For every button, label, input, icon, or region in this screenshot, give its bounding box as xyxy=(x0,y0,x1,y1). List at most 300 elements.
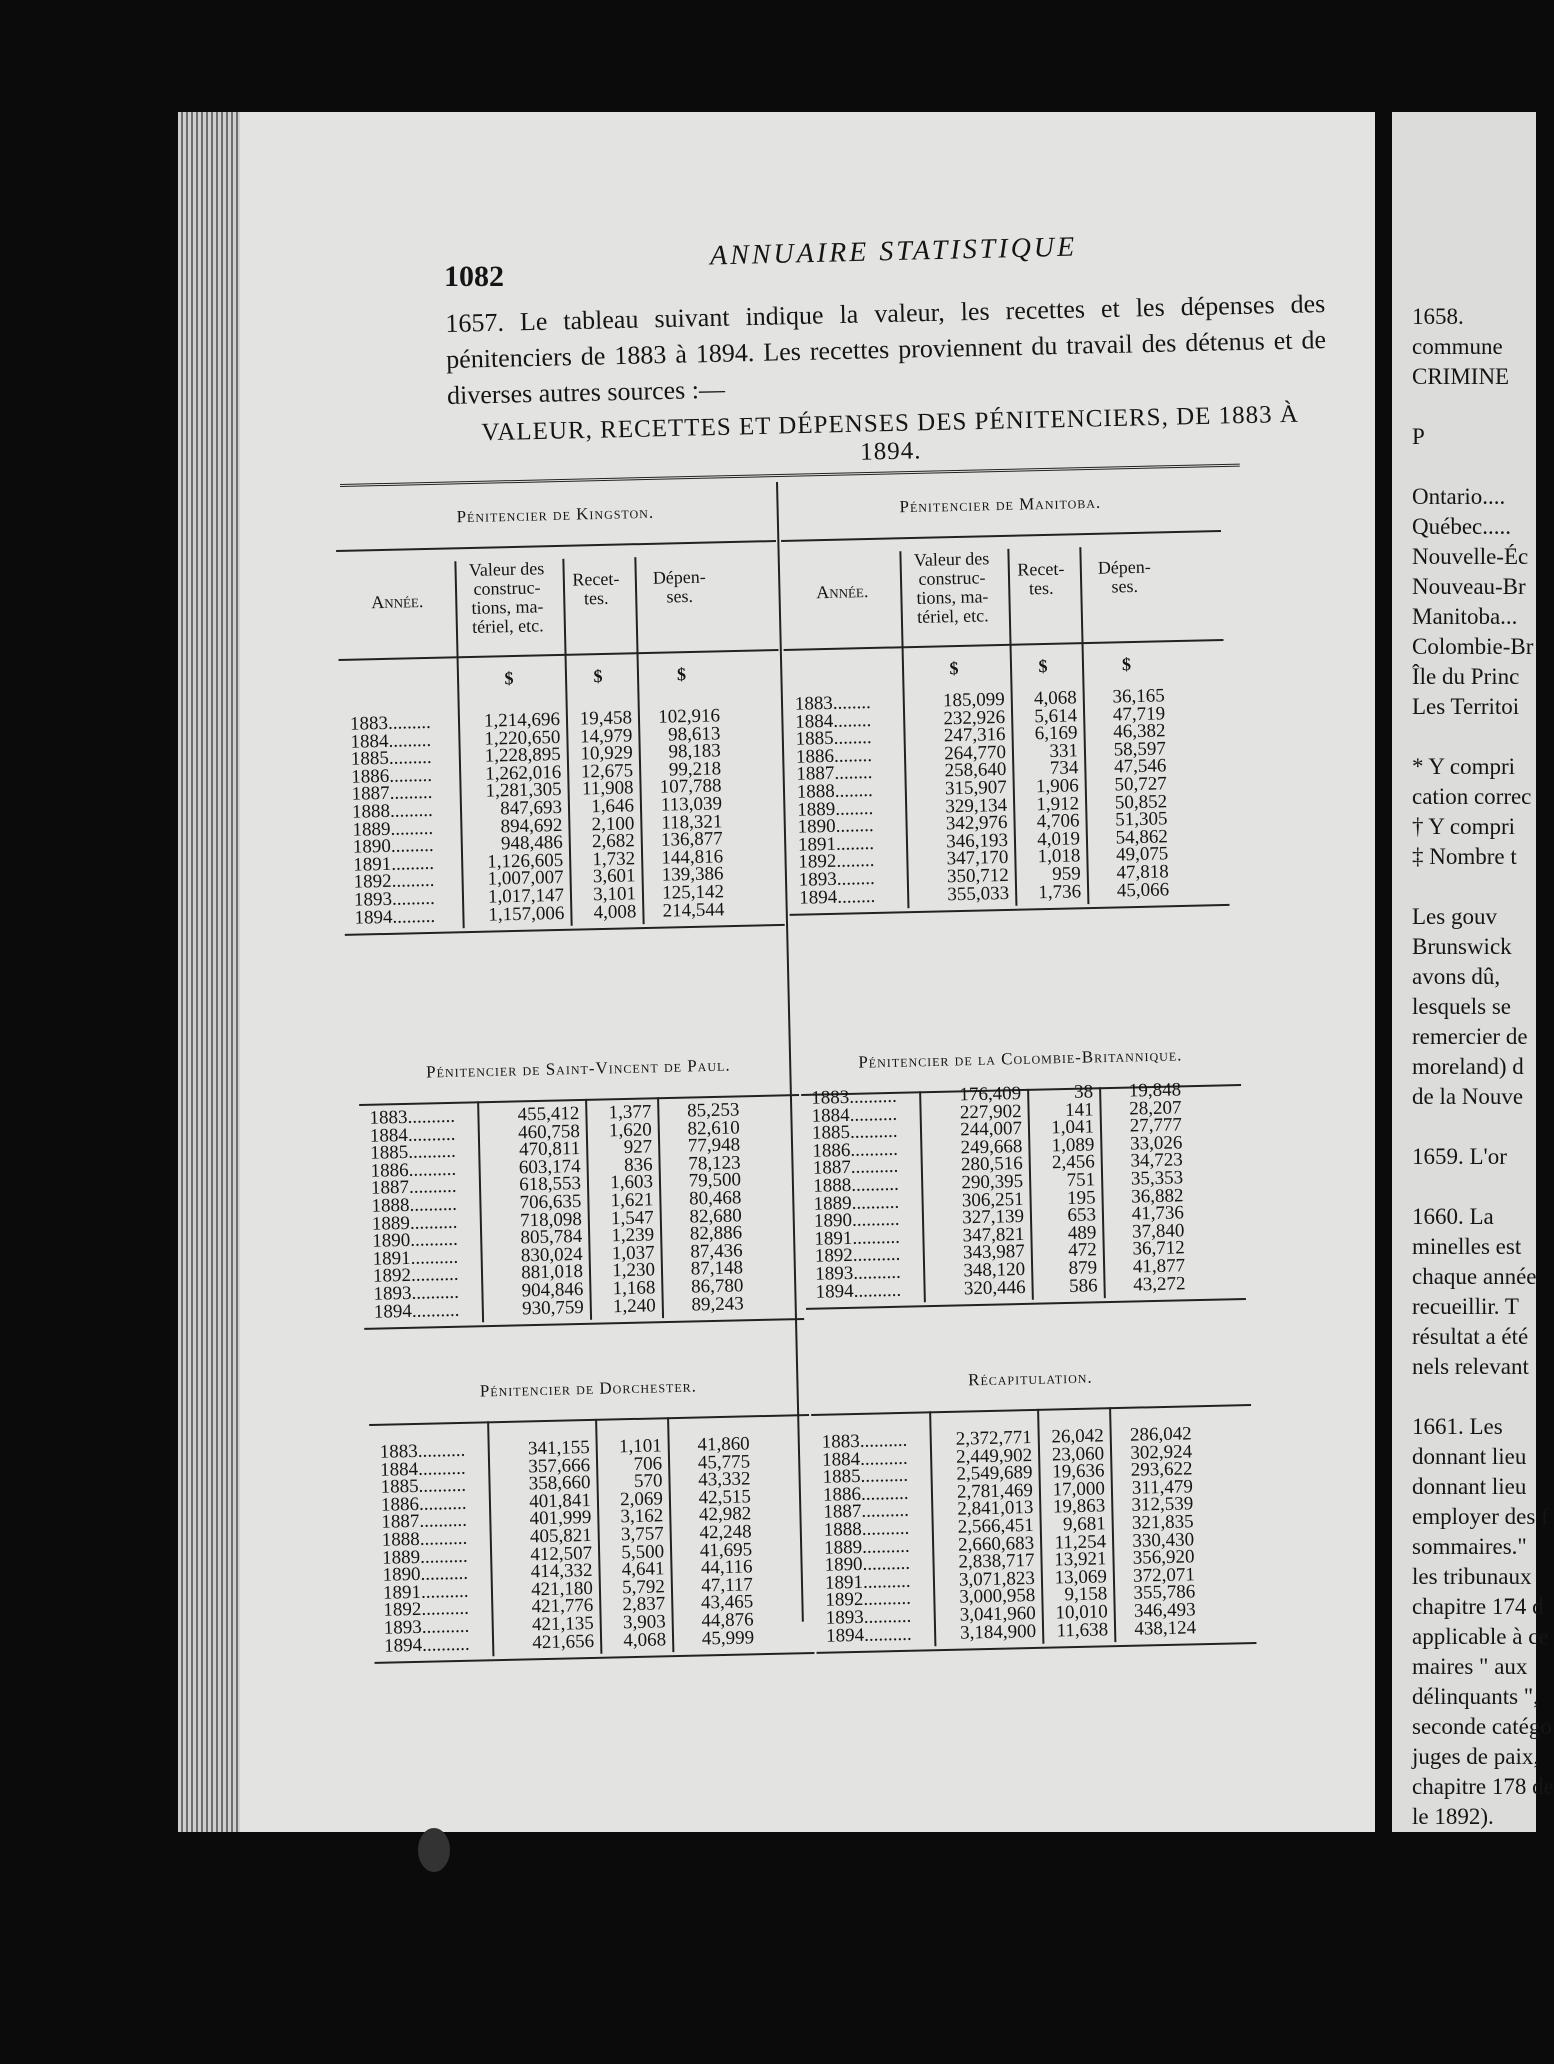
recettes-column xyxy=(592,1437,667,1650)
table-cell: 321,835 xyxy=(1131,1511,1194,1534)
table-cell: 706,635 xyxy=(519,1190,582,1214)
panel-title: Pénitencier de Manitoba. xyxy=(899,492,1102,517)
table-cell: 144,816 xyxy=(661,846,724,869)
table-cell: 136,877 xyxy=(660,828,723,851)
table-cell: 125,142 xyxy=(661,881,725,904)
table-cell: 1,126,605 xyxy=(486,849,564,873)
table-cell: 1885.......... xyxy=(822,1464,909,1488)
table-cell: 1,228,895 xyxy=(484,744,562,767)
table-cell: 82,680 xyxy=(689,1204,742,1228)
panel-title-rule xyxy=(336,540,776,552)
table-cell: 1887.......... xyxy=(823,1500,910,1524)
table-cell: 293,622 xyxy=(1130,1458,1193,1481)
right-page-line: employer des f xyxy=(1412,1504,1549,1529)
table-cell: 87,436 xyxy=(690,1240,743,1263)
table-cell: 46,382 xyxy=(1113,720,1166,743)
table-cell: 1892........ xyxy=(798,850,875,874)
table-cell: 1893.......... xyxy=(383,1615,470,1639)
table-cell: 54,862 xyxy=(1115,826,1169,849)
right-page-line: les tribunaux xyxy=(1412,1564,1532,1589)
table-cell: 43,272 xyxy=(1133,1272,1186,1296)
table-cell: 1891........ xyxy=(797,832,875,856)
table-cell: 1884......... xyxy=(350,729,432,753)
table-cell: 927 xyxy=(623,1136,653,1159)
table-cell: 45,775 xyxy=(697,1450,751,1474)
right-page xyxy=(1392,112,1554,1832)
table-cell: 38 xyxy=(1073,1081,1094,1103)
table-cell: 86,780 xyxy=(690,1275,744,1298)
panel-recap xyxy=(810,1354,1257,1684)
table-cell: 49,075 xyxy=(1115,843,1169,866)
table-cell: 1892.......... xyxy=(372,1264,459,1288)
panel-title: Pénitencier de Kingston. xyxy=(456,502,655,527)
table-cell: 3,000,958 xyxy=(959,1585,1036,1609)
panel-title-rule xyxy=(369,1414,809,1426)
table-cell: 2,838,717 xyxy=(958,1550,1035,1573)
table-cell: 118,321 xyxy=(661,810,723,834)
right-page-line: Colombie-Br xyxy=(1412,634,1534,659)
table-cell: 5,500 xyxy=(621,1540,665,1563)
depenses-column xyxy=(1096,1081,1186,1294)
table-cell: 2,449,902 xyxy=(955,1444,1033,1468)
table-cell: 311,479 xyxy=(1131,1476,1194,1499)
right-page-line: Île du Princ xyxy=(1412,664,1520,689)
table-cell: 312,539 xyxy=(1131,1493,1194,1517)
table-cell: 247,316 xyxy=(943,724,1006,747)
table-cell: 329,134 xyxy=(945,794,1008,817)
table-cell: 77,948 xyxy=(687,1134,741,1157)
table-cell: 286,042 xyxy=(1129,1423,1192,1446)
table-cell: 43,332 xyxy=(698,1468,751,1491)
table-cell: 11,908 xyxy=(581,777,634,800)
right-page-line: Manitoba... xyxy=(1412,604,1518,629)
table-cell: 1886.......... xyxy=(812,1138,899,1162)
table-cell: 232,926 xyxy=(943,706,1006,729)
table-cell: 2,566,451 xyxy=(957,1514,1034,1538)
right-page-line: de la Nouve xyxy=(1412,1084,1524,1109)
table-cell: 346,193 xyxy=(945,829,1009,853)
right-page-line: Nouvelle-Éc xyxy=(1412,544,1529,569)
table-cell: 195 xyxy=(1066,1186,1096,1209)
header-rule xyxy=(339,649,779,661)
right-page-line xyxy=(1412,392,1552,422)
right-page-line: P xyxy=(1412,424,1425,449)
table-cell: 27,777 xyxy=(1129,1114,1183,1137)
right-page-line: Les Territoi xyxy=(1412,694,1520,719)
table-cell: 1887.......... xyxy=(370,1176,457,1200)
right-page-line: délinquants ", xyxy=(1412,1684,1539,1709)
right-page-line: maires " aux xyxy=(1412,1654,1528,1679)
table-cell: 1,157,006 xyxy=(488,902,565,926)
table-cell: 89,243 xyxy=(691,1292,744,1316)
table-cell: 51,305 xyxy=(1115,808,1168,831)
table-cell: 1889......... xyxy=(352,817,434,841)
right-page-line: recueillir. T xyxy=(1412,1294,1519,1319)
table-cell: 1,017,147 xyxy=(487,884,565,908)
right-page-line: ‡ Nombre t xyxy=(1412,844,1517,869)
table-cell: 1,906 xyxy=(1035,775,1079,798)
valeur-column xyxy=(450,708,565,926)
table-cell: 35,353 xyxy=(1130,1167,1184,1190)
table-cell: 36,712 xyxy=(1132,1237,1185,1260)
table-cell: 1,732 xyxy=(592,848,636,870)
table-cell: 421,656 xyxy=(532,1630,595,1653)
table-cell: 1887......... xyxy=(351,782,433,806)
table-cell: 1894......... xyxy=(354,905,436,929)
table-cell: 3,757 xyxy=(620,1523,664,1546)
table-cell: 41,736 xyxy=(1131,1202,1185,1225)
right-page-line: Nouveau-Br xyxy=(1412,574,1526,599)
table-cell: 342,976 xyxy=(945,812,1008,835)
header-depenses: Dépen- ses. xyxy=(652,566,706,607)
table-cell: 50,852 xyxy=(1114,790,1168,814)
dollar-sign: $ xyxy=(1038,655,1048,677)
table-cell: 2,456 xyxy=(1051,1151,1095,1174)
right-page-line: * Y compri xyxy=(1412,754,1516,779)
table-cell: 1889........ xyxy=(796,797,874,821)
table-cell: 1888.......... xyxy=(823,1517,910,1541)
table-cell: 87,148 xyxy=(690,1257,744,1280)
table-cell: 1890......... xyxy=(352,835,434,858)
table-cell: 1884........ xyxy=(794,709,872,733)
right-page-line: Les gouv xyxy=(1412,904,1497,929)
table-cell: 1888......... xyxy=(351,799,434,823)
table-cell: 653 xyxy=(1067,1204,1097,1227)
table-cell: 1890........ xyxy=(797,815,874,838)
panel-saint-vincent xyxy=(358,1044,805,1374)
table-cell: 107,788 xyxy=(659,775,722,799)
table-cell: 3,101 xyxy=(592,883,637,906)
table-cell: 331 xyxy=(1049,740,1079,762)
recettes-column xyxy=(1007,689,1082,902)
table-cell: 78,123 xyxy=(688,1152,741,1175)
table-cell: 421,180 xyxy=(530,1577,594,1601)
table-cell: 320,446 xyxy=(963,1276,1026,1299)
table-cell: 176,409 xyxy=(959,1082,1022,1106)
valeur-column xyxy=(911,1082,1026,1299)
depenses-column xyxy=(1080,687,1170,900)
table-cell: 1,239 xyxy=(611,1224,655,1247)
table-cell: 1891.......... xyxy=(814,1226,901,1250)
table-cell: 306,251 xyxy=(961,1188,1024,1211)
table-cell: 41,695 xyxy=(699,1538,753,1562)
table-cell: 1886.......... xyxy=(380,1492,467,1516)
table-cell: 904,846 xyxy=(521,1278,584,1302)
table-cell: 58,597 xyxy=(1113,738,1167,761)
page-number: 1082 xyxy=(444,260,504,293)
table-cell: 10,929 xyxy=(580,742,634,765)
table-cell: 1,168 xyxy=(612,1277,656,1300)
table-cell: 1887.......... xyxy=(381,1510,468,1534)
table-cell: 11,254 xyxy=(1054,1530,1107,1554)
table-cell: 1886......... xyxy=(351,764,433,788)
table-cell: 42,982 xyxy=(698,1503,752,1526)
table-cell: 2,372,771 xyxy=(955,1426,1032,1450)
table-cell: 836 xyxy=(623,1154,653,1176)
table-cell: 26,042 xyxy=(1051,1425,1104,1448)
table-cell: 805,784 xyxy=(520,1226,583,1249)
right-page-line: seconde catégo xyxy=(1412,1714,1552,1739)
table-cell: 421,776 xyxy=(531,1595,594,1618)
right-page-line: lesquels se xyxy=(1412,994,1512,1019)
table-cell: 17,000 xyxy=(1052,1478,1106,1501)
table-cell: 4,008 xyxy=(593,900,637,923)
table-cell: 1894.......... xyxy=(373,1299,460,1323)
dollar-sign: $ xyxy=(504,667,514,689)
table-cell: 113,039 xyxy=(660,793,723,816)
table-cell: 2,781,469 xyxy=(956,1479,1034,1503)
panel-title: Pénitencier de la Colombie-Britannique. xyxy=(858,1045,1183,1072)
table-cell: 1889.......... xyxy=(371,1211,458,1235)
header-recettes: Recet- tes. xyxy=(572,568,620,609)
right-page-line xyxy=(1412,872,1552,902)
table-cell: 2,837 xyxy=(622,1593,666,1616)
right-page-line: † Y compri xyxy=(1412,814,1516,839)
table-cell: 879 xyxy=(1068,1257,1098,1279)
depenses-column xyxy=(665,1435,755,1648)
table-cell: 227,902 xyxy=(959,1100,1022,1123)
table-cell: 603,174 xyxy=(518,1155,581,1179)
table-cell: 1889.......... xyxy=(823,1535,910,1559)
table-cell: 4,019 xyxy=(1036,828,1081,851)
right-page-line: donnant lieu xyxy=(1412,1444,1527,1469)
table-cell: 14,979 xyxy=(579,724,633,748)
header-annee: Année. xyxy=(370,591,424,613)
table-cell: 1,007,007 xyxy=(487,867,564,890)
table-cell: 1,230 xyxy=(612,1259,656,1282)
table-cell: 1888.......... xyxy=(371,1193,458,1217)
table-cell: 1,037 xyxy=(611,1242,655,1265)
depenses-column xyxy=(635,707,725,920)
table-cell: 214,544 xyxy=(662,898,725,922)
table-cell: 249,668 xyxy=(960,1135,1023,1159)
table-cell: 405,821 xyxy=(529,1524,592,1548)
table-cell: 264,770 xyxy=(943,741,1007,765)
valeur-column xyxy=(922,1426,1037,1644)
table-cell: 47,546 xyxy=(1113,755,1167,778)
table-cell: 2,682 xyxy=(591,830,636,853)
table-cell: 4,068 xyxy=(623,1628,667,1651)
table-cell: 50,727 xyxy=(1114,773,1167,796)
table-cell: 2,069 xyxy=(619,1488,664,1511)
table-cell: 5,614 xyxy=(1034,704,1078,727)
table-cell: 1886.......... xyxy=(370,1158,457,1182)
valeur-column xyxy=(469,1102,585,1319)
table-cell: 2,660,683 xyxy=(957,1532,1035,1556)
right-page-line: remercier de xyxy=(1412,1024,1528,1049)
right-page-line xyxy=(1412,1172,1552,1202)
right-page-line: Ontario.... xyxy=(1412,484,1506,509)
right-page-line: chapitre 178 de xyxy=(1412,1774,1554,1799)
table-cell: 1891.......... xyxy=(824,1570,911,1594)
table-cell: 347,821 xyxy=(962,1223,1025,1247)
right-page-line: chapitre 174 d xyxy=(1412,1594,1544,1619)
panel-title: Pénitencier de Saint-Vincent de Paul. xyxy=(425,1055,731,1082)
table-cell: 98,613 xyxy=(667,722,721,746)
right-page-line: avons dû, xyxy=(1412,964,1501,989)
right-page-line: sommaires." xyxy=(1412,1534,1527,1559)
table-cell: 44,116 xyxy=(700,1556,753,1579)
recettes-column xyxy=(1023,1083,1098,1296)
right-page-text xyxy=(1412,302,1552,1832)
right-page-line: 1659. L'or xyxy=(1412,1144,1507,1169)
table-cell: 1892.......... xyxy=(383,1598,470,1622)
table-cell: 1888.......... xyxy=(812,1173,899,1197)
table-cell: 2,841,013 xyxy=(957,1497,1034,1521)
table-cell: 11,638 xyxy=(1056,1618,1109,1642)
table-cell: 1,620 xyxy=(608,1118,653,1141)
table-cell: 1,603 xyxy=(610,1171,654,1194)
table-cell: 98,183 xyxy=(668,740,721,763)
table-cell: 36,165 xyxy=(1112,685,1165,708)
table-cell: 1,281,305 xyxy=(485,779,562,803)
right-page-line: moreland) d xyxy=(1412,1054,1524,1079)
table-cell: 1888........ xyxy=(796,779,874,803)
table-cell: 355,033 xyxy=(947,882,1010,905)
table-cell: 9,158 xyxy=(1064,1583,1108,1606)
right-page-line xyxy=(1412,452,1552,482)
table-cell: 948,486 xyxy=(500,832,564,855)
table-cell: 47,117 xyxy=(701,1574,754,1597)
right-page-line: 1661. Les xyxy=(1412,1414,1503,1439)
recettes-column xyxy=(562,709,637,922)
table-cell: 42,248 xyxy=(699,1521,752,1544)
table-cell: 102,916 xyxy=(657,705,721,728)
right-page-line xyxy=(1412,1382,1552,1412)
panel-title: Pénitencier de Dorchester. xyxy=(479,1376,698,1401)
table-cell: 1890.......... xyxy=(824,1552,911,1576)
valeur-column xyxy=(895,688,1010,905)
table-cell: 41,860 xyxy=(697,1433,750,1456)
table-cell: 1883.......... xyxy=(810,1085,897,1109)
table-cell: 489 xyxy=(1067,1222,1097,1244)
table-cell: 460,758 xyxy=(517,1120,581,1143)
table-cell: 1885......... xyxy=(350,747,432,770)
dollar-sign: $ xyxy=(593,665,603,687)
table-cell: 1,736 xyxy=(1038,880,1082,903)
header-rule xyxy=(784,639,1224,651)
recettes-column xyxy=(1034,1427,1109,1640)
table-cell: 355,786 xyxy=(1133,1581,1196,1605)
table-cell: 401,999 xyxy=(529,1507,592,1530)
table-cell: 472 xyxy=(1068,1239,1097,1262)
table-cell: 327,139 xyxy=(962,1206,1025,1229)
table-cell: 1885.......... xyxy=(811,1121,898,1144)
table-cell: 10,010 xyxy=(1055,1601,1108,1624)
table-cell: 1,101 xyxy=(618,1435,662,1458)
table-cell: 34,723 xyxy=(1130,1149,1183,1172)
table-cell: 1,220,650 xyxy=(484,726,561,750)
table-cell: 1883.......... xyxy=(379,1439,466,1463)
table-cell: 1893.......... xyxy=(814,1261,901,1285)
depenses-column xyxy=(654,1101,744,1314)
table-cell: 28,207 xyxy=(1129,1096,1182,1120)
right-page-line xyxy=(1412,722,1552,752)
table-cell: 412,507 xyxy=(530,1542,593,1565)
table-cell: 1890.......... xyxy=(372,1228,458,1252)
table-cell: 13,069 xyxy=(1054,1566,1108,1589)
table-cell: 1,377 xyxy=(608,1101,652,1124)
table-cell: 290,395 xyxy=(961,1170,1024,1194)
table-cell: 3,601 xyxy=(592,865,636,888)
table-cell: 1,018 xyxy=(1037,845,1081,868)
intro-paragraph: 1657. Le tableau suivant indique la valeur, les recettes et les dépenses des pénitenciers de 1883 à 1894. Les recettes proviennent du travail des détenus et de diverses autres sources :— xyxy=(445,289,1327,410)
table-cell: 330,430 xyxy=(1132,1528,1195,1552)
table-cell: 1884.......... xyxy=(821,1447,908,1471)
table-cell: 47,818 xyxy=(1116,861,1169,884)
table-cell: 455,412 xyxy=(517,1102,580,1126)
table-cell: 470,811 xyxy=(518,1138,581,1161)
table-cell: 37,840 xyxy=(1131,1220,1185,1243)
table-cell: 1891.......... xyxy=(372,1246,459,1270)
right-page-line: CRIMINE xyxy=(1412,364,1510,389)
table-cell: 618,553 xyxy=(519,1173,582,1196)
header-valeur: Valeur des construc- tions, ma- tériel, etc. xyxy=(468,558,545,637)
table-cell: 45,999 xyxy=(701,1626,755,1650)
table-cell: 45,066 xyxy=(1116,878,1170,901)
right-page-line: 1658. xyxy=(1412,304,1464,329)
table-cell: 1894........ xyxy=(798,885,876,909)
table-cell: 1886........ xyxy=(795,744,873,768)
table-cell: 1892......... xyxy=(353,870,435,894)
table-cell: 1894.......... xyxy=(825,1623,912,1647)
table-cell: 1892.......... xyxy=(814,1244,901,1268)
table-cell: 350,712 xyxy=(946,864,1009,888)
table-cell: 44,876 xyxy=(701,1609,754,1632)
table-cell: 1,240 xyxy=(612,1294,657,1317)
running-head: ANNUAIRE STATISTIQUE xyxy=(709,231,1078,272)
table-cell: 1894.......... xyxy=(815,1279,902,1303)
panel-colombie xyxy=(800,1034,1247,1364)
table-cell: 1884.......... xyxy=(369,1123,456,1147)
right-page-line: Brunswick xyxy=(1412,934,1512,959)
table-cell: 3,184,900 xyxy=(959,1620,1037,1644)
table-cell: 959 xyxy=(1052,863,1081,885)
dollar-sign: $ xyxy=(949,657,959,679)
right-page-line: minelles est xyxy=(1412,1234,1522,1259)
table-cell: 372,071 xyxy=(1132,1564,1196,1587)
right-page-line: Québec..... xyxy=(1412,514,1511,539)
panel-title-rule xyxy=(781,530,1221,542)
table-cell: 734 xyxy=(1049,757,1079,780)
table-cell: 82,610 xyxy=(687,1116,741,1140)
table-cell: 706 xyxy=(633,1452,663,1475)
header-valeur: Valeur des construc- tions, ma- tériel, etc. xyxy=(913,548,990,627)
recettes-column xyxy=(581,1103,656,1316)
table-cell: 570 xyxy=(633,1470,663,1493)
table-cell: 586 xyxy=(1068,1274,1098,1297)
table-cell: 244,007 xyxy=(960,1118,1023,1141)
table-cell: 302,924 xyxy=(1130,1440,1193,1464)
table-cell: 2,549,689 xyxy=(956,1462,1033,1485)
table-cell: 357,666 xyxy=(528,1454,591,1477)
table-cell: 341,155 xyxy=(527,1436,590,1460)
table-cell: 3,041,960 xyxy=(959,1602,1036,1626)
right-page-line: le 1892). xyxy=(1412,1804,1494,1829)
table-cell: 1,262,016 xyxy=(484,761,562,785)
table-cell: 401,841 xyxy=(528,1489,592,1513)
table-cell: 2,100 xyxy=(591,812,635,835)
table-cell: 1892.......... xyxy=(825,1588,912,1612)
header-recettes: Recet- tes. xyxy=(1017,558,1065,599)
table-cell: 43,465 xyxy=(700,1591,754,1614)
right-page-line: nels relevant xyxy=(1412,1354,1529,1379)
table-cell: 1889.......... xyxy=(381,1545,468,1569)
table-cell: 847,693 xyxy=(500,796,563,820)
table-cell: 42,515 xyxy=(698,1486,752,1509)
table-cell: 9,681 xyxy=(1062,1513,1106,1536)
table-cell: 1883........ xyxy=(794,691,872,715)
